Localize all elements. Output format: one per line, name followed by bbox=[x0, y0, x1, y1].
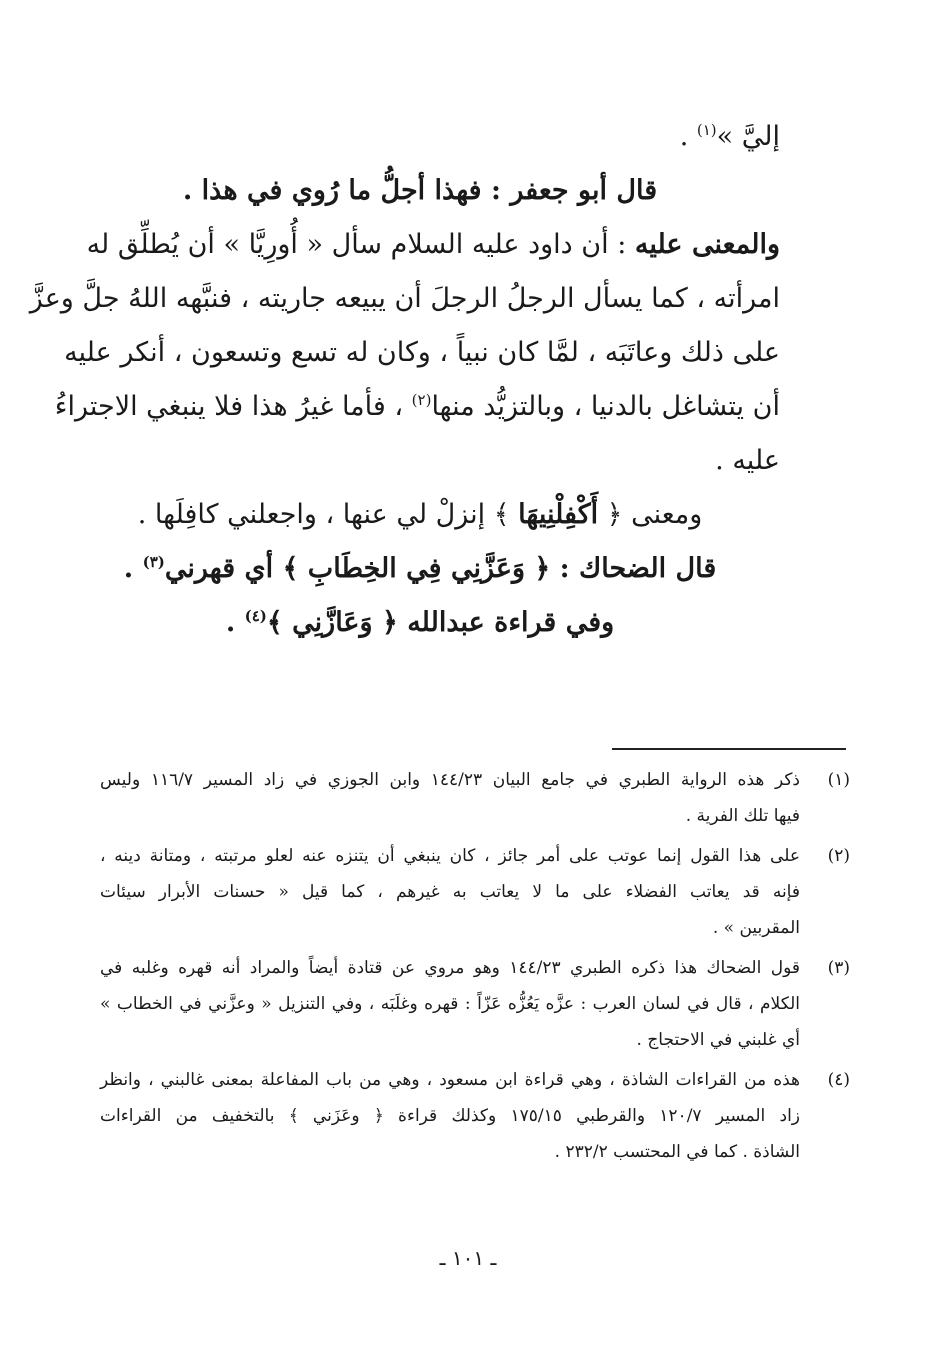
main-text bbox=[29, 110, 780, 650]
text-line-8 bbox=[100, 488, 780, 542]
meaning-heading: والمعنى عليه bbox=[634, 229, 780, 260]
footnote-ref-4[interactable]: (٤) bbox=[244, 607, 267, 625]
footnote-line: الكلام ، قال في لسان العرب : عزَّه يَعُزُّه عَزّاً : قهره وغلَبَه ، وفي التنزيل « وعزَّني في الخطاب » bbox=[100, 994, 800, 1014]
text-span: ومعنى ﴿ bbox=[598, 499, 703, 530]
text-line-6 bbox=[54, 380, 780, 434]
footnote-ref-3[interactable]: (٣) bbox=[142, 553, 165, 571]
text-span: قال الضحاك : ﴿ bbox=[525, 553, 717, 584]
footnote-3 bbox=[100, 950, 850, 1058]
text-line-5: على ذلك وعاتَبَه ، لمَّا كان نبياً ، وكان له تسع وتسعون ، أنكر عليه bbox=[64, 337, 780, 368]
quran-quote-1: أَكْفِلْنِيهَا bbox=[518, 499, 599, 530]
footnote-4 bbox=[100, 1062, 850, 1170]
footnotes bbox=[100, 762, 850, 1174]
text-span: ﴾ أي قهرني bbox=[164, 553, 308, 584]
quran-quote-3: وَعَازَّنِي bbox=[292, 607, 373, 638]
footnote-line: ذكر هذه الرواية الطبري في جامع البيان ١٤٤/٢٣ وابن الجوزي في زاد المسير ١١٦/٧ وليس bbox=[100, 770, 800, 790]
abu-jafar-statement: قال أبو جعفر : فهذا أجلُّ ما رُوي في هذا . bbox=[182, 175, 658, 206]
footnote-separator bbox=[612, 748, 846, 750]
text-span: أن يتشاغل بالدنيا ، وبالتزيُّد منها bbox=[431, 391, 780, 422]
footnote-text bbox=[100, 838, 800, 946]
footnote-1 bbox=[100, 762, 850, 834]
text-span: وفي قراءة عبدالله ﴿ bbox=[372, 607, 615, 638]
text-span: ﴾ bbox=[266, 607, 293, 638]
footnote-line: على هذا القول إنما عوتب على أمر جائز ، كان ينبغي أن يتنزه عنه لعلو مرتبته ، ومتانة دينه ، bbox=[100, 846, 800, 866]
text-line-10 bbox=[100, 596, 780, 650]
quran-quote-2: وَعَزَّنِي فِي الخِطَابِ bbox=[307, 553, 526, 584]
text-line-3 bbox=[86, 218, 780, 272]
text-span: : أن داود عليه السلام سأل « أُورِيَّا » أن يُطلِّق له bbox=[86, 229, 635, 260]
footnote-line: فإنه قد يعاتب الفضلاء على ما لا يعاتب به غيرهم ، كما قيل « حسنات الأبرار سيئات bbox=[100, 882, 800, 902]
footnote-line: المقربين » . bbox=[712, 918, 800, 938]
footnote-number: (٤) bbox=[827, 1070, 850, 1090]
footnote-text bbox=[100, 1062, 800, 1170]
footnote-number: (١) bbox=[827, 770, 850, 790]
text-span: ﴾ إنزلْ لي عنها ، واجعلني كافِلَها . bbox=[137, 499, 519, 530]
footnote-ref-2[interactable]: (٢) bbox=[411, 391, 432, 409]
page-number: ـ ١٠١ ـ bbox=[439, 1246, 497, 1270]
footnote-text bbox=[100, 950, 800, 1058]
text-line-7: عليه . bbox=[715, 445, 780, 476]
footnote-line: الشاذة . كما في المحتسب ٢٣٢/٢ . bbox=[554, 1142, 800, 1162]
text-line-1 bbox=[100, 110, 780, 164]
footnote-line: فيها تلك الفرية . bbox=[685, 806, 800, 826]
text-span: إليَّ » bbox=[716, 121, 780, 152]
text-line-4: امرأته ، كما يسأل الرجلُ الرجلَ أن يبيعه جاريته ، فنبَّهه اللهُ جلَّ وعزَّ bbox=[29, 283, 780, 314]
text-span: . bbox=[679, 121, 697, 152]
text-line-9 bbox=[100, 542, 780, 596]
footnote-line: هذه من القراءات الشاذة ، وهي قراءة ابن مسعود ، وهي من باب المفاعلة بمعنى غالبني ، وانظر bbox=[100, 1070, 800, 1090]
footnote-line: زاد المسير ١٢٠/٧ والقرطبي ١٧٥/١٥ وكذلك قراءة ﴿ وعَزَني ﴾ بالتخفيف من القراءات bbox=[100, 1106, 801, 1126]
text-span: . bbox=[123, 553, 143, 584]
footnote-number: (٣) bbox=[827, 958, 850, 978]
footnote-line: قول الضحاك هذا ذكره الطبري ١٤٤/٢٣ وهو مروي عن قتادة أيضاً والمراد أنه قهره وغلبه في bbox=[100, 958, 800, 978]
footnote-2 bbox=[100, 838, 850, 946]
text-span: ، فأما غيرُ هذا فلا ينبغي الاجتراءُ bbox=[54, 391, 412, 422]
footnote-line: أي غلبني في الاحتجاج . bbox=[636, 1030, 800, 1050]
footnote-number: (٢) bbox=[827, 846, 850, 866]
footnote-text bbox=[100, 762, 800, 834]
text-span: . bbox=[225, 607, 245, 638]
footnote-ref-1[interactable]: (١) bbox=[696, 121, 717, 139]
